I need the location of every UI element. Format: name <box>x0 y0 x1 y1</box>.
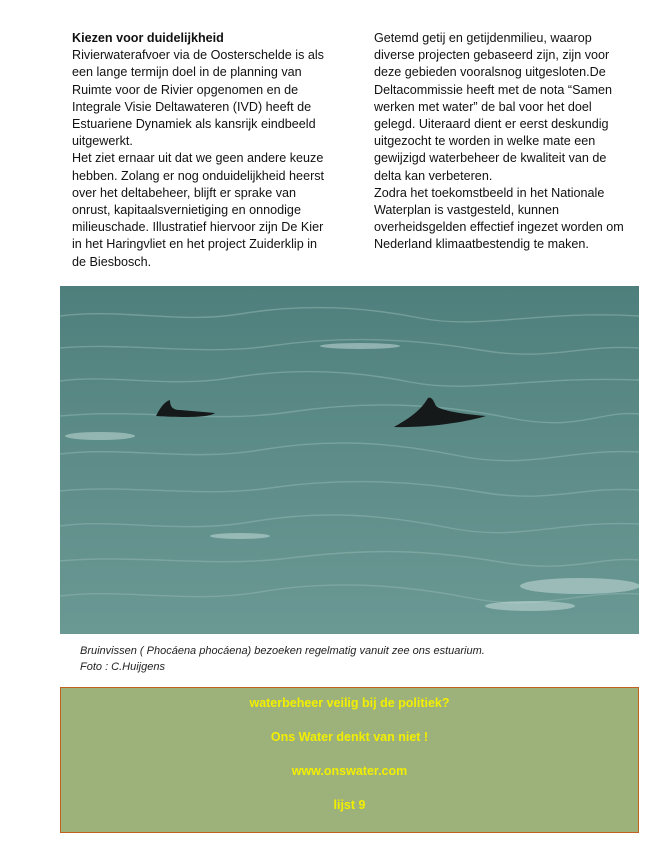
section-heading: Kiezen voor duidelijkheid <box>72 31 224 45</box>
text-line: Zodra het toekomstbeeld in het Nationale <box>374 185 605 200</box>
text-line: Waterplan is vastgesteld, kunnen <box>374 203 560 218</box>
text-line: werken met water” de bal voor het doel <box>374 99 592 114</box>
text-line: milieuschade. Illustratief hiervoor zijn De Kier <box>72 220 324 235</box>
text-line: in het Haringvliet en het project Zuiderklip in <box>72 237 318 252</box>
banner-question: waterbeheer veilig bij de politiek? <box>249 696 450 710</box>
porpoise-photo <box>60 286 639 634</box>
text-line: Deltacommissie heeft met de nota “Samen <box>374 82 612 97</box>
text-line: gelegd. Uiteraard dient er eerst deskundig <box>374 117 609 132</box>
text-line: Nederland klimaatbestendig te maken. <box>374 237 589 252</box>
text-line: deze gebieden vooralsnog uitgesloten.De <box>374 65 606 80</box>
caption-text: Bruinvissen ( Phocáena phocáena) bezoeken regelmatig vanuit zee ons estuarium. <box>80 645 485 657</box>
text-line: overheidsgelden effectief ingezet worden om <box>374 220 624 235</box>
photo-credit: Foto : C.Huijgens <box>80 661 165 673</box>
text-line: onrust, kapitaalsvernietiging en onnodige <box>72 203 301 218</box>
text-line: Rivierwaterafvoer via de Oosterschelde is als <box>72 48 324 63</box>
text-line: Integrale Visie Deltawateren (IVD) heeft de <box>72 99 312 114</box>
banner-website-link[interactable]: www.onswater.com <box>291 764 408 778</box>
text-line: Het ziet ernaar uit dat we geen andere keuze <box>72 151 324 166</box>
photo-caption <box>80 643 485 675</box>
text-line: een lange termijn doel in de planning van <box>72 65 302 80</box>
text-line: Ruimte voor de Rivier opgenomen en de <box>72 82 299 97</box>
text-line: Getemd getij en getijdenmilieu, waarop <box>374 31 592 45</box>
text-line: Estuariene Dynamiek als kansrijk eindbeeld <box>72 117 316 132</box>
campaign-banner <box>60 687 639 833</box>
text-line: delta kan verbeteren. <box>374 168 493 183</box>
text-line: over het deltabeheer, blijft er sprake van <box>72 185 297 200</box>
sea-image <box>60 286 639 634</box>
left-column <box>72 30 342 271</box>
banner-list-number: lijst 9 <box>333 798 366 812</box>
text-line: uitgezocht te worden in welke mate een <box>374 134 596 149</box>
text-line: uitgewerkt. <box>72 134 133 149</box>
text-line: de Biesbosch. <box>72 254 152 269</box>
banner-slogan: Ons Water denkt van niet ! <box>270 730 429 744</box>
right-column <box>374 30 634 254</box>
text-line: gewijzigd waterbeheer de kwaliteit van de <box>374 151 607 166</box>
text-line: hebben. Zolang er nog onduidelijkheid heerst <box>72 168 325 183</box>
text-line: diverse projecten gebaseerd zijn, zijn voor <box>374 48 610 63</box>
